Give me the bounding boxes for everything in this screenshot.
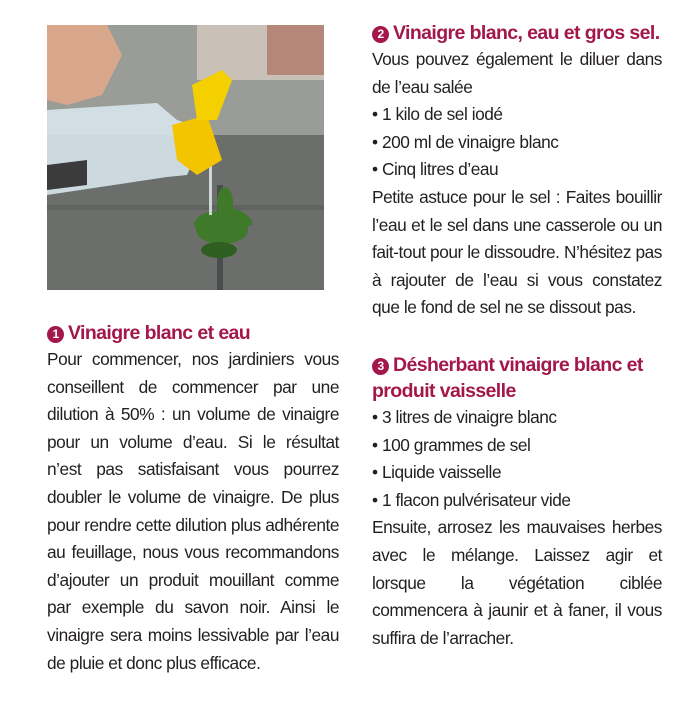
section-2-title: Vinaigre blanc, eau et gros sel. [393,22,660,44]
section-1-body: Pour commencer, nos jardiniers vous conseillent de commencer par une dilution à 50% : un volume de vinaigre pour un volume d’eau. Si le résultat n’est pas satisfaisant vous pourrez doubler le volume de vinaigre. De plus pour rendre cette dilution plus adhérente au feuillage, nous vous recommandons d’ajouter un produit mouillant comme par exemple du savon noir. Ainsi le vinaigre sera moins lessivable par l’eau de pluie et donc plus efficace. [47,349,339,673]
section-1-title: Vinaigre blanc et eau [68,322,251,344]
section-1-heading [47,320,339,346]
section-2-intro: Vous pouvez également le diluer dans de l’eau salée [372,49,662,97]
list-item: • Cinq litres d’eau [372,156,662,184]
section-3-number: 3 [372,358,389,375]
vinegar-pouring-photo [47,25,324,290]
section-3 [372,352,662,652]
list-item: • Liquide vaisselle [372,459,662,487]
section-1-number: 1 [47,326,64,343]
section-3-heading [372,352,662,404]
section-2-outro: Petite astuce pour le sel : Faites bouillir l’eau et le sel dans une casserole ou un fait-tout pour le dissoudre. N’hésitez pas à rajouter de l’eau si vous constatez que le fond de sel ne se dissout pas. [372,186,662,318]
photo-illustration [47,25,324,290]
section-2-number: 2 [372,26,389,43]
right-column [372,20,662,652]
list-item: • 3 litres de vinaigre blanc [372,404,662,432]
list-item: • 1 flacon pulvérisateur vide [372,487,662,515]
section-2-heading [372,20,662,46]
section-2 [372,20,662,322]
section-2-list [372,101,662,184]
section-3-list [372,404,662,514]
list-item: • 1 kilo de sel iodé [372,101,662,129]
section-3-outro: Ensuite, arrosez les mauvaises herbes avec le mélange. Laissez agir et lorsque la végétation ciblée commencera à jaunir et à faner, il vous suffira de l’arracher. [372,517,662,648]
section-3-title: Désherbant vinaigre blanc et produit vaisselle [372,353,643,402]
list-item: • 200 ml de vinaigre blanc [372,129,662,157]
section-1 [47,320,339,677]
list-item: • 100 grammes de sel [372,432,662,460]
